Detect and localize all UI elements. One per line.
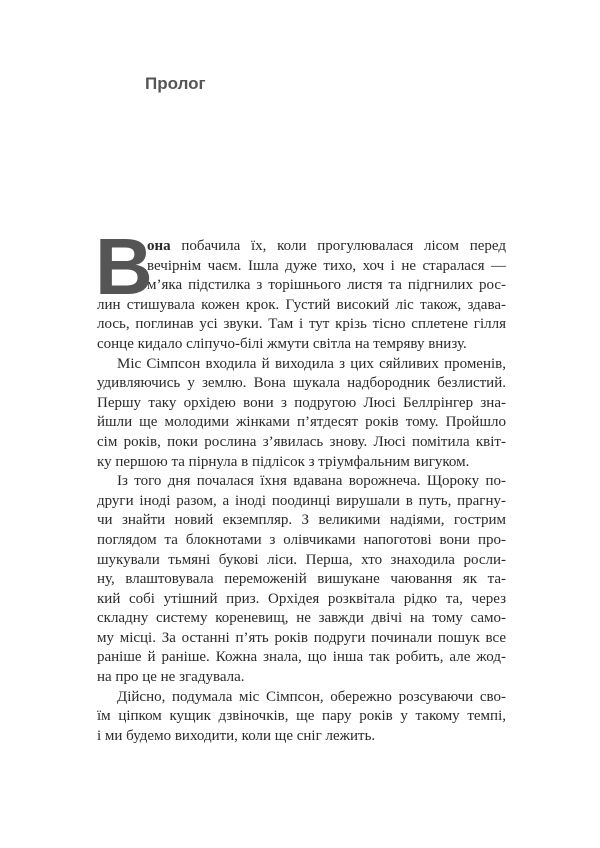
text-line: раніше й раніше. Кожна знала, що інша так робить, але жод- [97, 649, 506, 666]
drop-cap: В [95, 222, 153, 311]
first-word: она [147, 238, 171, 254]
text-line: йшли ще молодими жінками п’ятдесят років тому. Пройшло [97, 414, 506, 431]
line-text: побачила їх, коли прогулювалася лісом перед [170, 238, 506, 254]
text-line: Першу таку орхідею вони з подругою Люсі Беллрінгер зна- [97, 394, 506, 411]
text-line: на про це не згадувала. [97, 669, 245, 686]
body-text [95, 222, 506, 746]
text-line: Дійсно, подумала міс Сімпсон, обережно розсуваючи сво- [117, 688, 506, 705]
text-line: други іноді разом, а іноді поодинці вирушали в путь, прагну- [97, 492, 506, 509]
text-line: кий собі утішний приз. Орхідея розквітала рідко та, через [97, 590, 506, 607]
text-line: сонце кидало сліпучо-білі жмути світла на темряву внизу. [97, 335, 467, 352]
paragraph [97, 237, 506, 355]
text-line: чи знайти новий екземпляр. З великими надіями, гострим [97, 512, 506, 529]
chapter-title: Пролог [145, 74, 206, 93]
text-line: вечірнім чаєм. Ішла дуже тихо, хоч і не старалася — [147, 257, 506, 274]
text-line: му місці. За останні п’ять років подруги починали пошук все [97, 629, 506, 646]
text-line: шукували тьмяні букові ліси. Перша, хто знаходила росли- [97, 551, 506, 568]
text-line [97, 237, 506, 257]
text-line: ну, влаштовувала переможеній вишукане чаювання як та- [97, 571, 506, 588]
text-line: удивляючись у землю. Вона шукала надбородник безлистий. [97, 375, 506, 392]
text-line: Із того дня почалася їхня вдавана ворожнеча. Щороку по- [117, 473, 506, 490]
text-line: поглядом та блокнотами з олівчиками напоготові вони про- [97, 531, 506, 548]
text-line: м’яка підстилка з торішнього листя та підгнилих рос- [147, 277, 506, 294]
text-line: їм ціпком кущик дзвіночків, ще пару років у такому темпі, [97, 708, 506, 725]
paragraph [97, 472, 506, 688]
text-line: лось, поглинав усі звуки. Там і тут крізь тісно сплетене гілля [97, 316, 506, 333]
text-line: ку першою та пірнула в підлісок з тріумфальним вигуком. [97, 453, 470, 470]
text-line: Міс Сімпсон входила й виходила з цих сяйливих променів, [117, 355, 506, 372]
text-line: сім років, поки рослина з’явилась знову. Люсі помітила квіт- [97, 433, 506, 450]
paragraph [97, 688, 506, 747]
paragraph [97, 355, 506, 473]
text-line: лин стишувала кожен крок. Густий високий ліс також, здава- [97, 296, 506, 313]
text-line: складну систему кореневищ, не завжди двічі на тому само- [97, 610, 506, 627]
text-line: і ми будемо виходити, коли ще сніг лежить. [97, 727, 376, 744]
